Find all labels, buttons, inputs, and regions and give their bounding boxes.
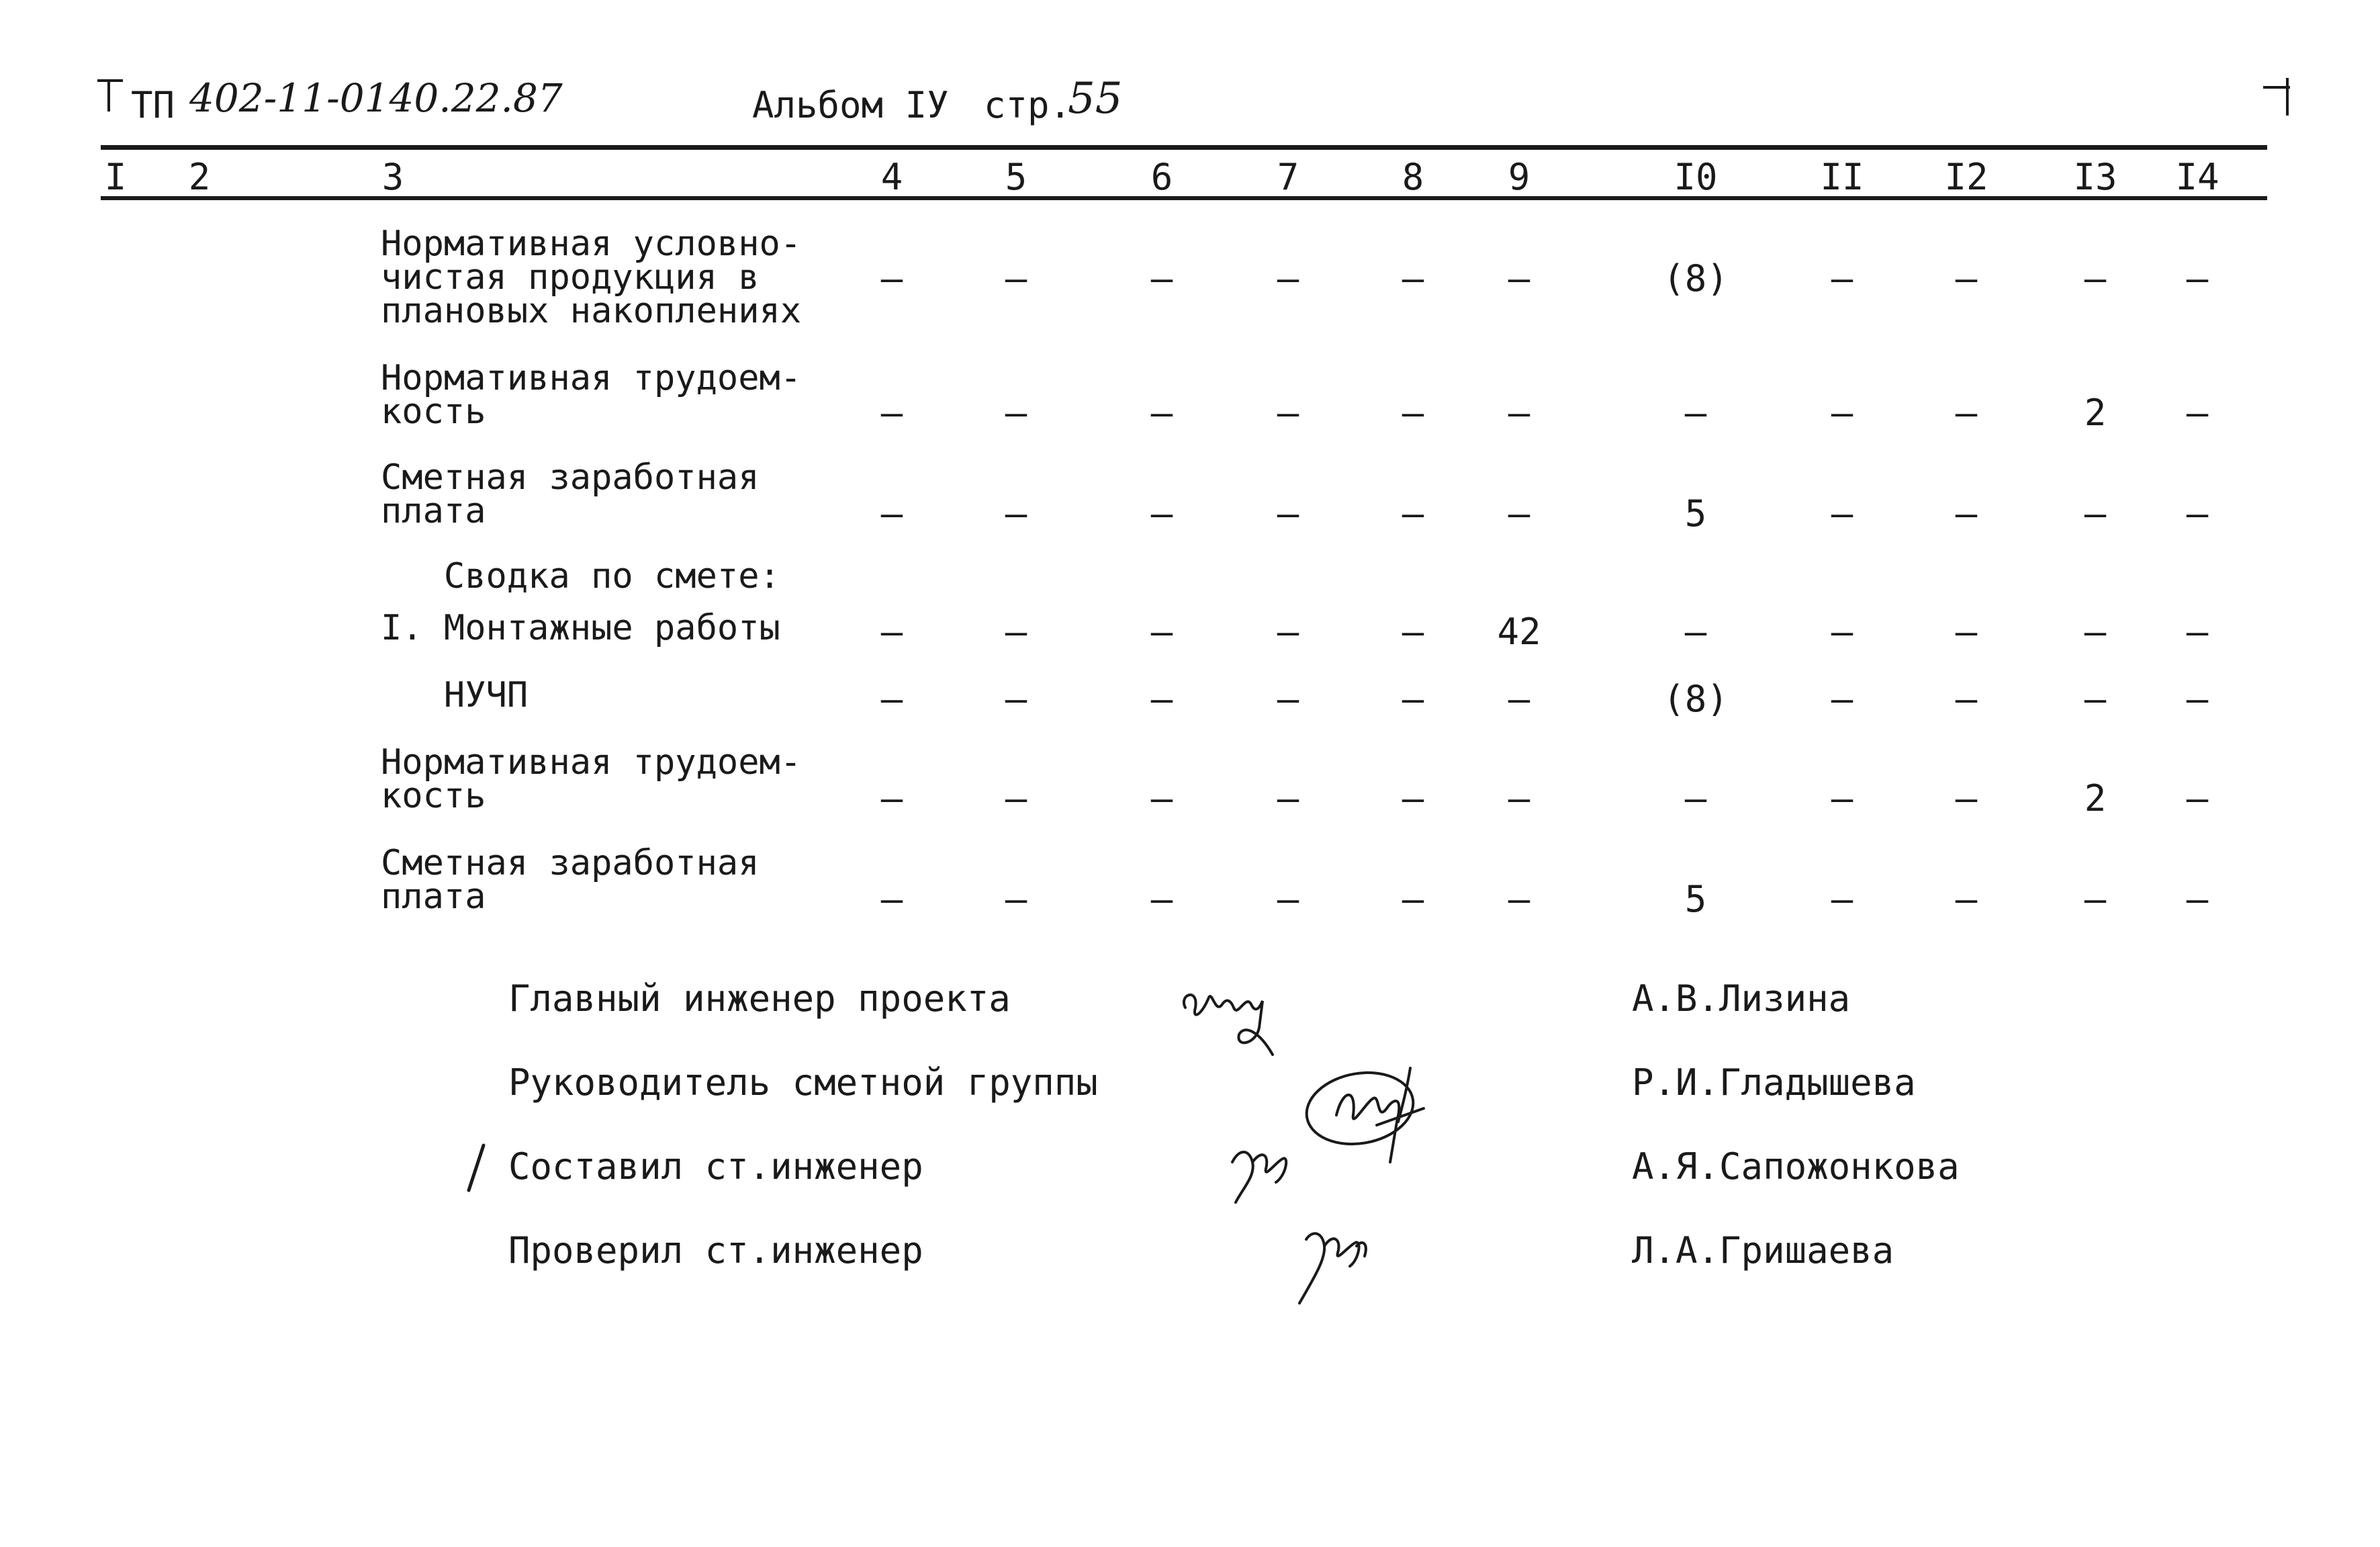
table-cell: – [2084, 878, 2107, 920]
column-header: 6 [1150, 156, 1173, 198]
table-cell: – [1508, 777, 1530, 820]
table-cell: – [1277, 678, 1299, 720]
table-cell: – [1955, 257, 1978, 300]
table-cell: – [1402, 678, 1424, 720]
table-cell: – [1684, 611, 1707, 653]
table-cell: – [1402, 611, 1424, 653]
table-cell: – [880, 678, 903, 720]
table-cell: – [1508, 392, 1530, 434]
table-cell: – [880, 878, 903, 920]
table-cell: – [2186, 878, 2209, 920]
table-cell: 42 [1497, 611, 1541, 653]
page-number: 55 [1068, 74, 1123, 124]
table-cell: – [1831, 777, 1853, 820]
column-header: 2 [188, 156, 211, 198]
table-cell: – [1684, 392, 1707, 434]
table-cell: – [1508, 878, 1530, 920]
column-header: I2 [1944, 156, 1988, 198]
table-cell: – [1831, 878, 1853, 920]
table-cell: – [1005, 492, 1027, 535]
table-cell: – [2186, 777, 2209, 820]
signature-role: Проверил ст.инженер [508, 1229, 923, 1272]
table-cell: 2 [2084, 392, 2107, 434]
table-cell: – [1005, 392, 1027, 434]
table-cell: – [2186, 392, 2209, 434]
table-cell: – [1005, 678, 1027, 720]
table-cell: – [1684, 777, 1707, 820]
table-cell: (8) [1663, 257, 1729, 300]
row-label: НУЧП [381, 675, 529, 715]
row-label: Нормативная трудоем- кость [381, 742, 802, 816]
row-label: Сметная заработная плата [381, 457, 760, 531]
table-cell: – [2084, 257, 2107, 300]
table-cell: – [1005, 257, 1027, 300]
table-cell: – [2186, 257, 2209, 300]
table-cell: – [1831, 492, 1853, 535]
table-cell: – [1402, 492, 1424, 535]
column-header: I [104, 156, 127, 198]
table-cell: – [1508, 678, 1530, 720]
table-cell: – [1150, 678, 1173, 720]
table-cell: – [1955, 611, 1978, 653]
table-cell: – [1402, 392, 1424, 434]
signature-name: Р.И.Гладышева [1632, 1061, 1916, 1104]
album-label: Альбом IУ [752, 84, 949, 126]
row-label: Сметная заработная плата [381, 843, 760, 917]
signature-name: Л.А.Гришаева [1632, 1229, 1894, 1272]
table-cell: – [1277, 611, 1299, 653]
column-header: II [1820, 156, 1864, 198]
table-cell: – [1150, 257, 1173, 300]
table-cell: – [1402, 257, 1424, 300]
table-cell: – [1277, 777, 1299, 820]
page-label: стр. [984, 84, 1072, 126]
table-cell: – [2084, 678, 2107, 720]
table-cell: – [1508, 492, 1530, 535]
table-cell: 2 [2084, 777, 2107, 820]
table-cell: – [1277, 257, 1299, 300]
row-label: I. Монтажные работы [381, 608, 780, 648]
table-cell: – [1150, 392, 1173, 434]
table-top-rule [101, 145, 2267, 150]
signature-scribble-2 [1222, 1061, 1484, 1216]
doc-number: 402-11-0140.22.87 [189, 75, 563, 121]
tp-label: ТП [131, 84, 175, 126]
table-cell: – [1955, 878, 1978, 920]
table-cell: 5 [1684, 492, 1707, 535]
column-header: I3 [2073, 156, 2117, 198]
table-cell: – [1150, 777, 1173, 820]
column-header: 4 [880, 156, 903, 198]
row-label: Сводка по смете: [381, 556, 780, 596]
table-cell: – [1955, 392, 1978, 434]
table-cell: – [1277, 878, 1299, 920]
signature-scribble-1 [1172, 967, 1306, 1061]
table-cell: 5 [1684, 878, 1707, 920]
table-cell: – [1402, 777, 1424, 820]
table-cell: – [1831, 678, 1853, 720]
signature-scribble-3 [1289, 1219, 1383, 1313]
table-cell: – [2186, 611, 2209, 653]
table-cell: – [1277, 492, 1299, 535]
table-cell: – [1831, 257, 1853, 300]
table-cell: – [1955, 678, 1978, 720]
signature-role: Составил ст.инженер [508, 1145, 923, 1188]
table-cell: (8) [1663, 678, 1729, 720]
table-cell: – [1005, 777, 1027, 820]
table-cell: – [880, 492, 903, 535]
corner-mark-left-h [97, 79, 123, 82]
signature-name: А.Я.Сапожонкова [1632, 1145, 1960, 1188]
column-header: I0 [1674, 156, 1718, 198]
table-cell: – [1005, 611, 1027, 653]
column-header: 7 [1277, 156, 1299, 198]
column-header: 5 [1005, 156, 1027, 198]
table-cell: – [1005, 878, 1027, 920]
table-cell: – [1955, 777, 1978, 820]
column-header: 3 [381, 156, 404, 198]
table-cell: – [2084, 611, 2107, 653]
row-label: Нормативная трудоем- кость [381, 358, 802, 432]
table-cell: – [2186, 492, 2209, 535]
table-cell: – [1402, 878, 1424, 920]
table-cell: – [1831, 611, 1853, 653]
table-cell: – [880, 777, 903, 820]
table-cell: – [1508, 257, 1530, 300]
column-header: 8 [1402, 156, 1424, 198]
table-cell: – [1955, 492, 1978, 535]
signature-name: А.В.Лизина [1632, 977, 1851, 1020]
table-cell: – [1277, 392, 1299, 434]
table-cell: – [880, 257, 903, 300]
row-label: Нормативная условно- чистая продукция в плановых накоплениях [381, 224, 802, 331]
table-cell: – [880, 392, 903, 434]
table-cell: – [880, 611, 903, 653]
signature-role: Руководитель сметной группы [508, 1061, 1098, 1104]
table-cell: – [1831, 392, 1853, 434]
table-cell: – [2186, 678, 2209, 720]
column-header: 9 [1508, 156, 1530, 198]
signature-role: Главный инженер проекта [508, 977, 1011, 1020]
table-cell: – [1150, 611, 1173, 653]
corner-mark-right-v [2286, 78, 2289, 116]
margin-tick-mark [463, 1142, 490, 1196]
table-cell: – [1150, 492, 1173, 535]
column-header: I4 [2175, 156, 2219, 198]
table-cell: – [2084, 492, 2107, 535]
table-cell: – [1150, 878, 1173, 920]
corner-mark-left-v [107, 79, 110, 112]
